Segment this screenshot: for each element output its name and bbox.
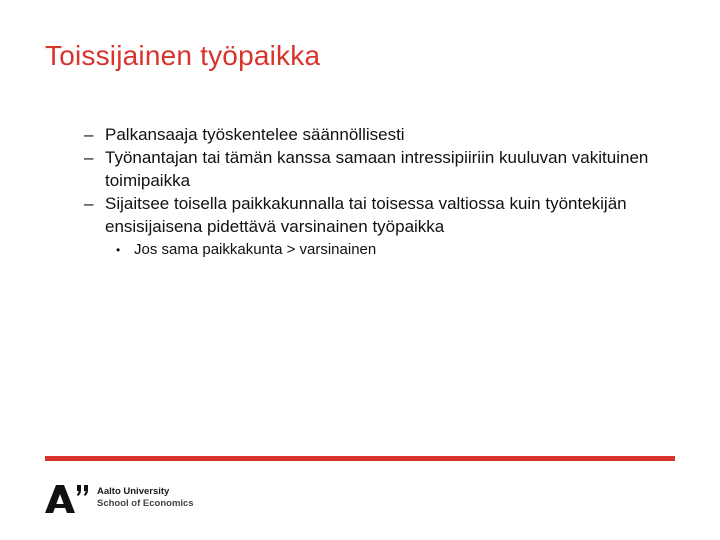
sub-bullet-item [116, 240, 674, 260]
sub-bullet-marker: • [116, 243, 121, 257]
bullet-text: Palkansaaja työskentelee säännöllisesti [105, 125, 405, 144]
logo-line-university: Aalto University [97, 486, 170, 497]
aalto-a-logo-icon [45, 483, 93, 517]
footer-divider [45, 456, 675, 461]
bullet-marker: – [84, 194, 94, 213]
sub-bullet-text: Jos sama paikkakunta > varsinainen [134, 241, 377, 258]
logo-line-school: School of Economics [97, 498, 194, 509]
bullet-text: Sijaitsee toisella paikkakunnalla tai toisessa valtiossa kuin työntekijän ensisijaisena pidettävä varsinainen työpaikka [105, 194, 627, 236]
bullet-marker: – [84, 125, 94, 144]
bullet-item [84, 192, 674, 238]
bullet-item [84, 123, 674, 146]
bullet-marker: – [84, 148, 94, 167]
bullet-text: Työnantajan tai tämän kanssa samaan intressipiiriin kuuluvan vakituinen toimipaikka [105, 148, 649, 190]
aalto-logo [45, 483, 205, 517]
bullet-list [84, 123, 674, 260]
slide-title: Toissijainen työpaikka [45, 40, 321, 71]
logo-wordmark [97, 486, 194, 510]
bullet-item [84, 146, 674, 192]
